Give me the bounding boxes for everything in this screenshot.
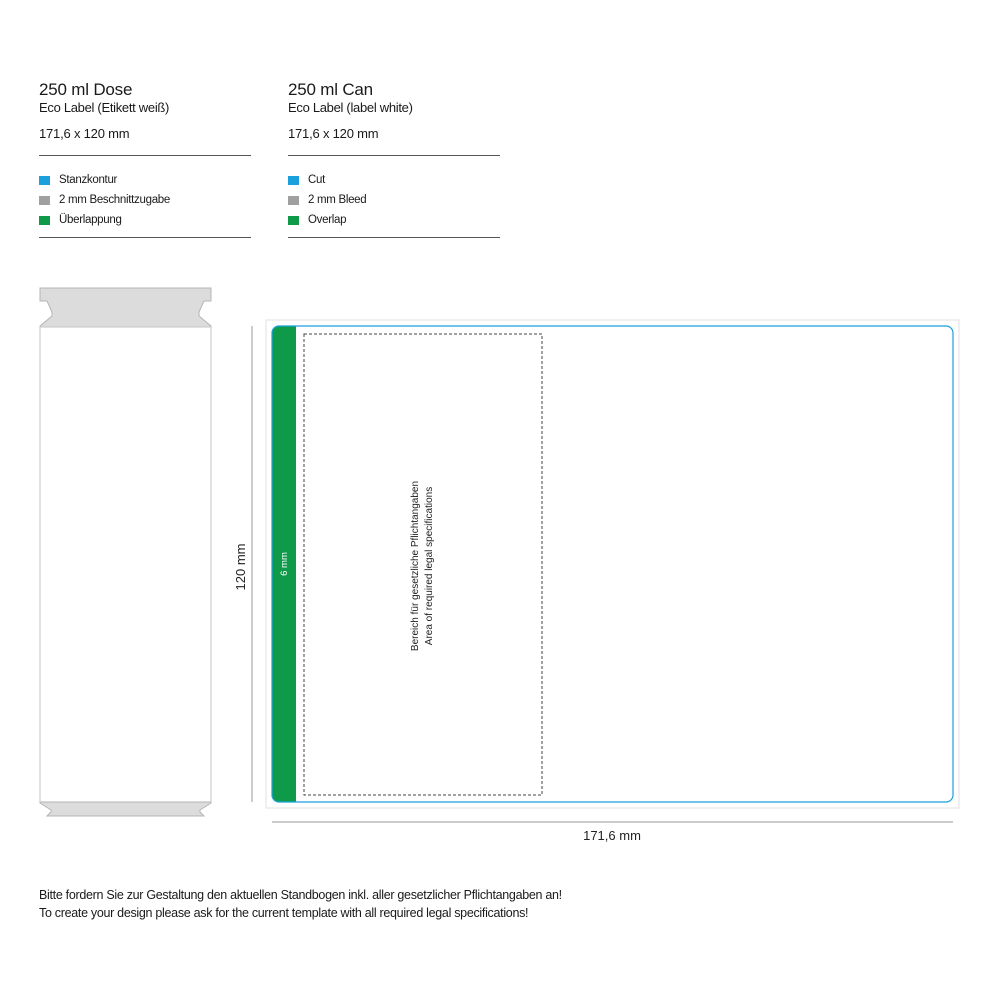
overlap-width-label: 6 mm xyxy=(279,552,290,576)
can-bottom-icon xyxy=(40,802,211,816)
subtitle-german: Eco Label (Etikett weiß) xyxy=(39,100,170,115)
width-label: 171,6 mm xyxy=(583,828,641,843)
footer-note xyxy=(39,886,562,922)
footer-line-de: Bitte fordern Sie zur Gestaltung den aktuellen Standbogen inkl. aller gesetzlicher Pflichtangaben an! xyxy=(39,888,562,902)
legal-area-label-en: Area of required legal specifications xyxy=(424,486,435,646)
can-body xyxy=(40,327,211,802)
legend-label: 2 mm Bleed xyxy=(308,194,367,206)
height-label: 120 mm xyxy=(233,543,248,591)
dimensions-english: 171,6 x 120 mm xyxy=(288,126,379,141)
can-outline xyxy=(40,288,211,816)
bleed-area xyxy=(266,320,959,808)
subtitle-english: Eco Label (label white) xyxy=(288,100,413,115)
title-english: 250 ml Can xyxy=(288,80,373,99)
legend-label: Stanzkontur xyxy=(59,174,118,186)
dimensions-german: 171,6 x 120 mm xyxy=(39,126,130,141)
legend-label: Überlappung xyxy=(59,214,122,226)
legend-label: Cut xyxy=(308,174,325,186)
legal-area-label-de: Bereich für gesetzliche Pflichtangaben xyxy=(410,480,421,652)
legend-label: Overlap xyxy=(308,214,347,226)
legend-label: 2 mm Beschnittzugabe xyxy=(59,194,170,206)
can-lid-icon xyxy=(40,288,211,327)
title-german: 250 ml Dose xyxy=(39,80,133,99)
footer-line-en: To create your design please ask for the current template with all required legal specifications! xyxy=(39,906,529,920)
